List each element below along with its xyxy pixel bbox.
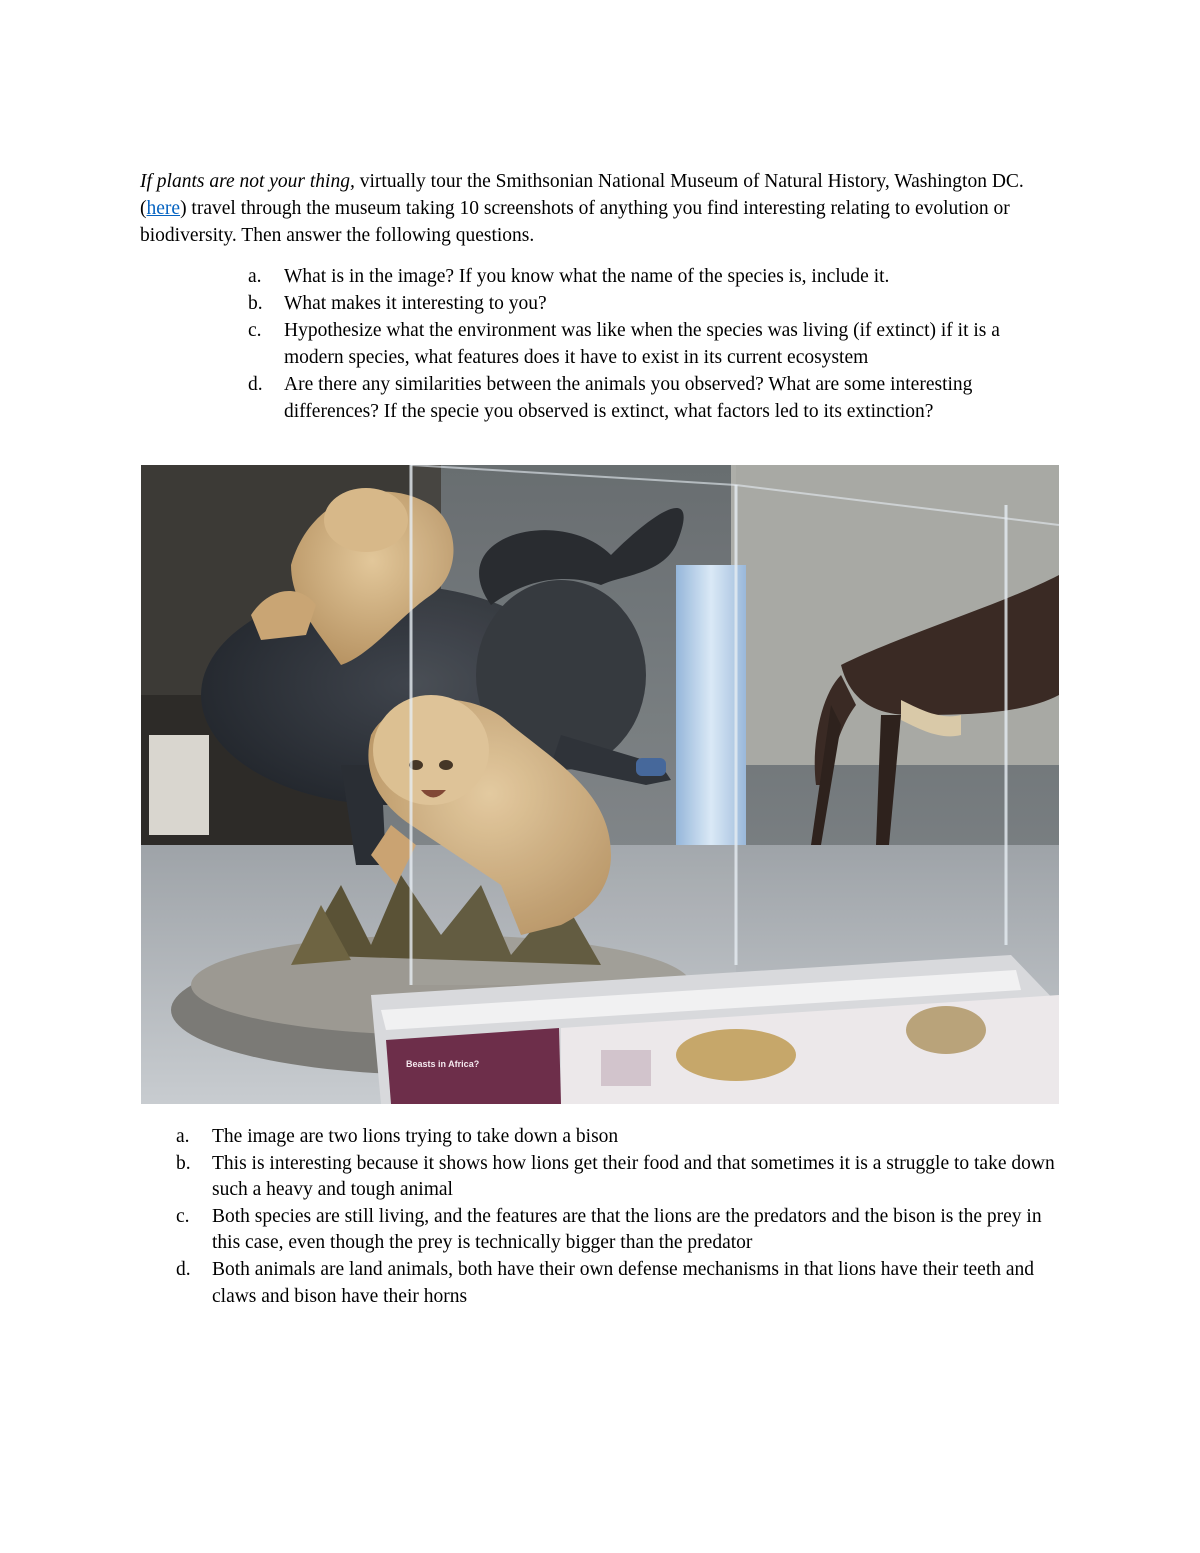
answer-text: Both species are still living, and the features are that the lions are the predators and the bison is the prey in this case, even though the prey is technically bigger than the predator <box>212 1205 1042 1254</box>
answer-item <box>176 1204 1061 1257</box>
intro-paragraph <box>140 168 1060 249</box>
answer-text: The image are two lions trying to take down a bison <box>212 1126 619 1147</box>
question-text: Hypothesize what the environment was like when the species was living (if extinct) if it is a modern species, what features does it have to exist in its current ecosystem <box>284 320 1000 368</box>
intro-italic-lead: If plants are not your thing, <box>140 171 355 192</box>
question-text: What is in the image? If you know what the name of the species is, include it. <box>284 266 890 287</box>
question-item <box>248 371 1058 425</box>
question-marker: d. <box>248 374 263 395</box>
question-marker: c. <box>248 320 262 341</box>
question-item <box>248 317 1058 371</box>
question-marker: b. <box>248 293 263 314</box>
answer-marker: a. <box>176 1126 190 1147</box>
answer-marker: b. <box>176 1152 191 1174</box>
answer-item <box>176 1257 1061 1310</box>
question-text: Are there any similarities between the animals you observed? What are some interesting differences? If the specie you observed is extinct, what factors led to its extinction? <box>284 374 973 422</box>
answer-item <box>176 1124 1061 1151</box>
intro-text-before-link: virtually tour the Smithsonian National Museum of Natural History, Washington DC. ( <box>140 171 1024 219</box>
sign-title: Beasts in Africa? <box>406 1059 480 1069</box>
answer-text: This is interesting because it shows how lions get their food and that sometimes it is a struggle to take down such a heavy and tough animal <box>212 1152 1055 1201</box>
question-text: What makes it interesting to you? <box>284 293 547 314</box>
question-marker: a. <box>248 266 262 287</box>
intro-text-after-link: ) travel through the museum taking 10 screenshots of anything you find interesting relating to evolution or biodiversity. Then answer the following questions. <box>140 198 1010 246</box>
answer-list <box>176 1124 1061 1310</box>
museum-exhibit-photo <box>141 465 1059 1104</box>
question-item <box>248 290 1058 317</box>
museum-tour-link[interactable]: here <box>146 198 181 219</box>
answer-item <box>176 1151 1061 1204</box>
question-list <box>248 263 1058 425</box>
answer-marker: c. <box>176 1205 190 1227</box>
question-item <box>248 263 1058 290</box>
answer-text: Both animals are land animals, both have their own defense mechanisms in that lions have their teeth and claws and bison have their horns <box>212 1258 1035 1307</box>
answer-marker: d. <box>176 1258 191 1280</box>
